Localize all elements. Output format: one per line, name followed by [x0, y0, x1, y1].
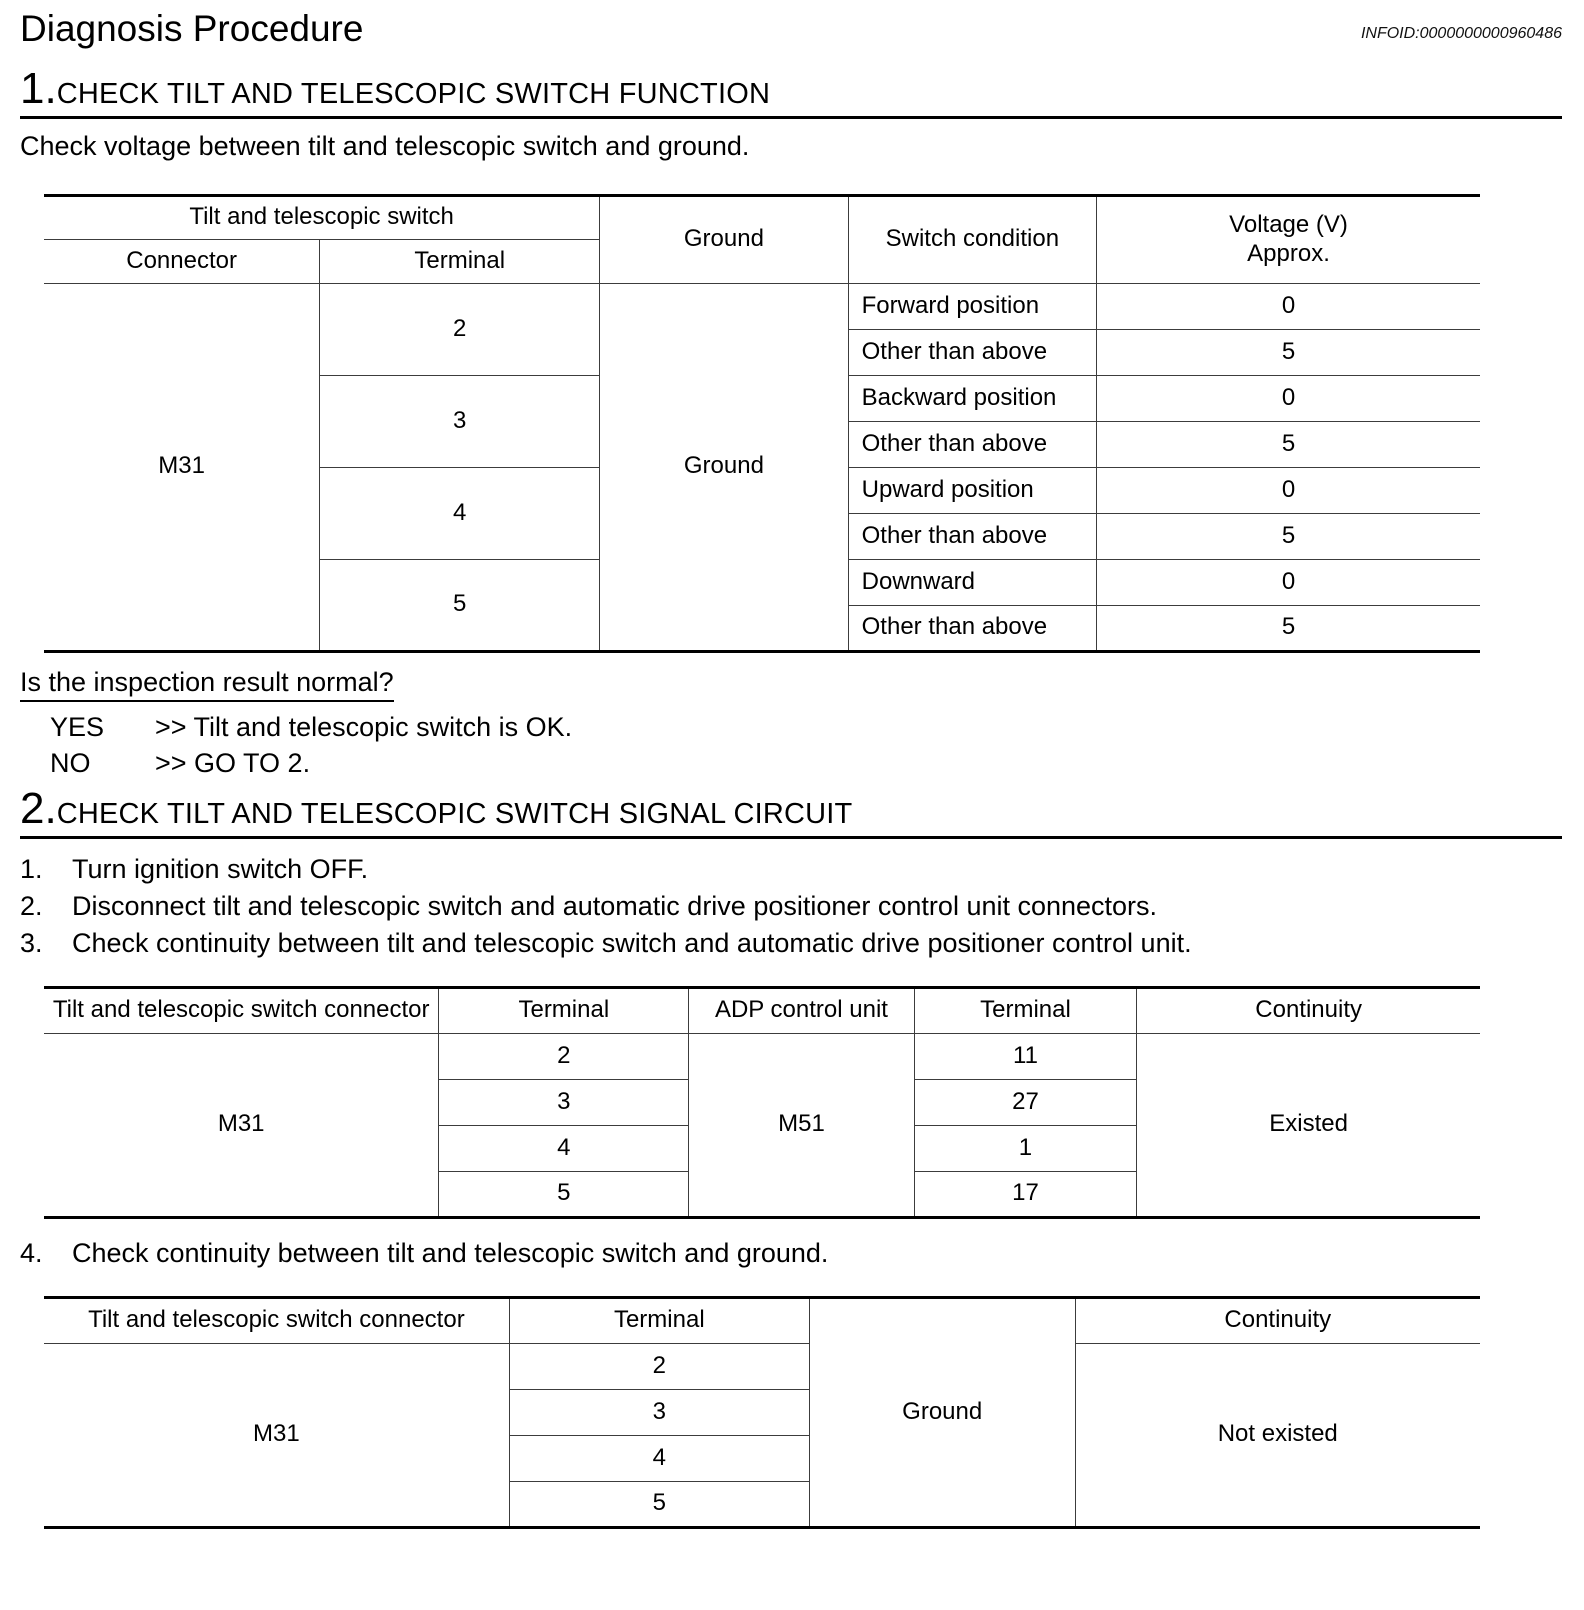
table-row	[44, 1343, 1480, 1389]
cell-terminal: 4	[439, 1125, 689, 1171]
cell-terminal: 3	[509, 1389, 809, 1435]
cell-continuity: Existed	[1137, 1033, 1480, 1217]
result-yes-line	[20, 712, 1562, 743]
cell-adp-connector: M51	[689, 1033, 914, 1217]
cell-terminal: 2	[320, 283, 600, 375]
cell-voltage: 0	[1097, 559, 1480, 605]
cell-voltage: 0	[1097, 283, 1480, 329]
cell-voltage: 5	[1097, 513, 1480, 559]
table1-col-connector: Connector	[44, 239, 320, 283]
cell-continuity: Not existed	[1075, 1343, 1480, 1527]
table1-col-voltage	[1097, 195, 1480, 283]
result-no-label: NO	[50, 747, 91, 778]
table1-col-ground: Ground	[600, 195, 848, 283]
table1-col-condition: Switch condition	[848, 195, 1096, 283]
document-header	[20, 8, 1562, 51]
result-yes-label: YES	[50, 711, 105, 742]
inspection-question	[20, 667, 1562, 702]
infoid-label: INFOID:0000000000960486	[1360, 24, 1562, 42]
table2-col-adp: ADP control unit	[689, 987, 914, 1033]
step-4	[20, 1235, 1562, 1272]
cell-terminal: 4	[509, 1435, 809, 1481]
cell-terminal: 5	[439, 1171, 689, 1217]
step-3-number: 3.	[20, 927, 43, 958]
step-4-number: 4.	[20, 1237, 43, 1268]
step-4-text: Check continuity between tilt and telescopic switch and ground.	[72, 1237, 829, 1268]
section1-intro: Check voltage between tilt and telescopic switch and ground.	[20, 130, 750, 161]
table3-col-connector: Tilt and telescopic switch connector	[44, 1297, 509, 1343]
cell-adp-terminal: 1	[914, 1125, 1137, 1171]
cell-switch-condition: Other than above	[848, 329, 1096, 375]
cell-switch-condition: Backward position	[848, 375, 1096, 421]
table3-col-continuity: Continuity	[1075, 1297, 1480, 1343]
table2-col-terminal2: Terminal	[914, 987, 1137, 1033]
cell-adp-terminal: 17	[914, 1171, 1137, 1217]
step-2	[20, 888, 1562, 925]
cell-voltage: 0	[1097, 375, 1480, 421]
page-title: Diagnosis Procedure	[20, 8, 364, 49]
voltage-header-line1: Voltage (V)	[1229, 210, 1348, 238]
result-no-line	[20, 748, 1562, 779]
section2-title: CHECK TILT AND TELESCOPIC SWITCH SIGNAL CIRCUIT	[56, 797, 853, 830]
inspection-question-text: Is the inspection result normal?	[20, 667, 394, 702]
cell-connector: M31	[44, 283, 320, 651]
cell-terminal: 5	[509, 1481, 809, 1527]
cell-terminal: 2	[509, 1343, 809, 1389]
result-yes-text: >> Tilt and telescopic switch is OK.	[155, 711, 573, 742]
step-3	[20, 925, 1562, 962]
step-1-text: Turn ignition switch OFF.	[72, 853, 369, 884]
table-row	[44, 283, 1480, 329]
cell-voltage: 5	[1097, 421, 1480, 467]
table1-group-header: Tilt and telescopic switch	[44, 195, 600, 239]
section2-number: 2.	[20, 783, 57, 833]
cell-voltage: 5	[1097, 605, 1480, 651]
step-1-number: 1.	[20, 853, 43, 884]
cell-terminal: 3	[320, 375, 600, 467]
table-row	[44, 1033, 1480, 1079]
table2-col-continuity: Continuity	[1137, 987, 1480, 1033]
procedure-steps	[20, 851, 1562, 962]
cell-connector: M31	[44, 1033, 439, 1217]
section1-number: 1.	[20, 63, 57, 113]
cell-switch-condition: Other than above	[848, 421, 1096, 467]
step-2-number: 2.	[20, 890, 43, 921]
cell-voltage: 0	[1097, 467, 1480, 513]
cell-voltage: 5	[1097, 329, 1480, 375]
voltage-header-line2: Approx.	[1247, 239, 1330, 267]
step-2-text: Disconnect tilt and telescopic switch and automatic drive positioner control unit connectors.	[72, 890, 1158, 921]
step-3-text: Check continuity between tilt and telescopic switch and automatic drive positioner control unit.	[72, 927, 1192, 958]
cell-ground: Ground	[600, 283, 848, 651]
cell-switch-condition: Downward	[848, 559, 1096, 605]
table2-col-terminal1: Terminal	[439, 987, 689, 1033]
cell-terminal: 4	[320, 467, 600, 559]
cell-switch-condition: Other than above	[848, 605, 1096, 651]
voltage-check-table	[44, 194, 1480, 653]
step-1	[20, 851, 1562, 888]
cell-terminal: 3	[439, 1079, 689, 1125]
section1-title: CHECK TILT AND TELESCOPIC SWITCH FUNCTION	[56, 77, 771, 110]
table1-col-terminal: Terminal	[320, 239, 600, 283]
cell-ground: Ground	[809, 1297, 1075, 1527]
continuity-check-table	[44, 986, 1480, 1219]
section1-heading	[20, 63, 1562, 119]
table2-col-connector: Tilt and telescopic switch connector	[44, 987, 439, 1033]
cell-connector: M31	[44, 1343, 509, 1527]
cell-switch-condition: Upward position	[848, 467, 1096, 513]
cell-switch-condition: Forward position	[848, 283, 1096, 329]
cell-terminal: 5	[320, 559, 600, 651]
cell-adp-terminal: 11	[914, 1033, 1137, 1079]
ground-continuity-table	[44, 1296, 1480, 1529]
cell-terminal: 2	[439, 1033, 689, 1079]
result-no-text: >> GO TO 2.	[155, 747, 311, 778]
cell-switch-condition: Other than above	[848, 513, 1096, 559]
cell-adp-terminal: 27	[914, 1079, 1137, 1125]
table3-col-terminal: Terminal	[509, 1297, 809, 1343]
section2-heading	[20, 783, 1562, 839]
